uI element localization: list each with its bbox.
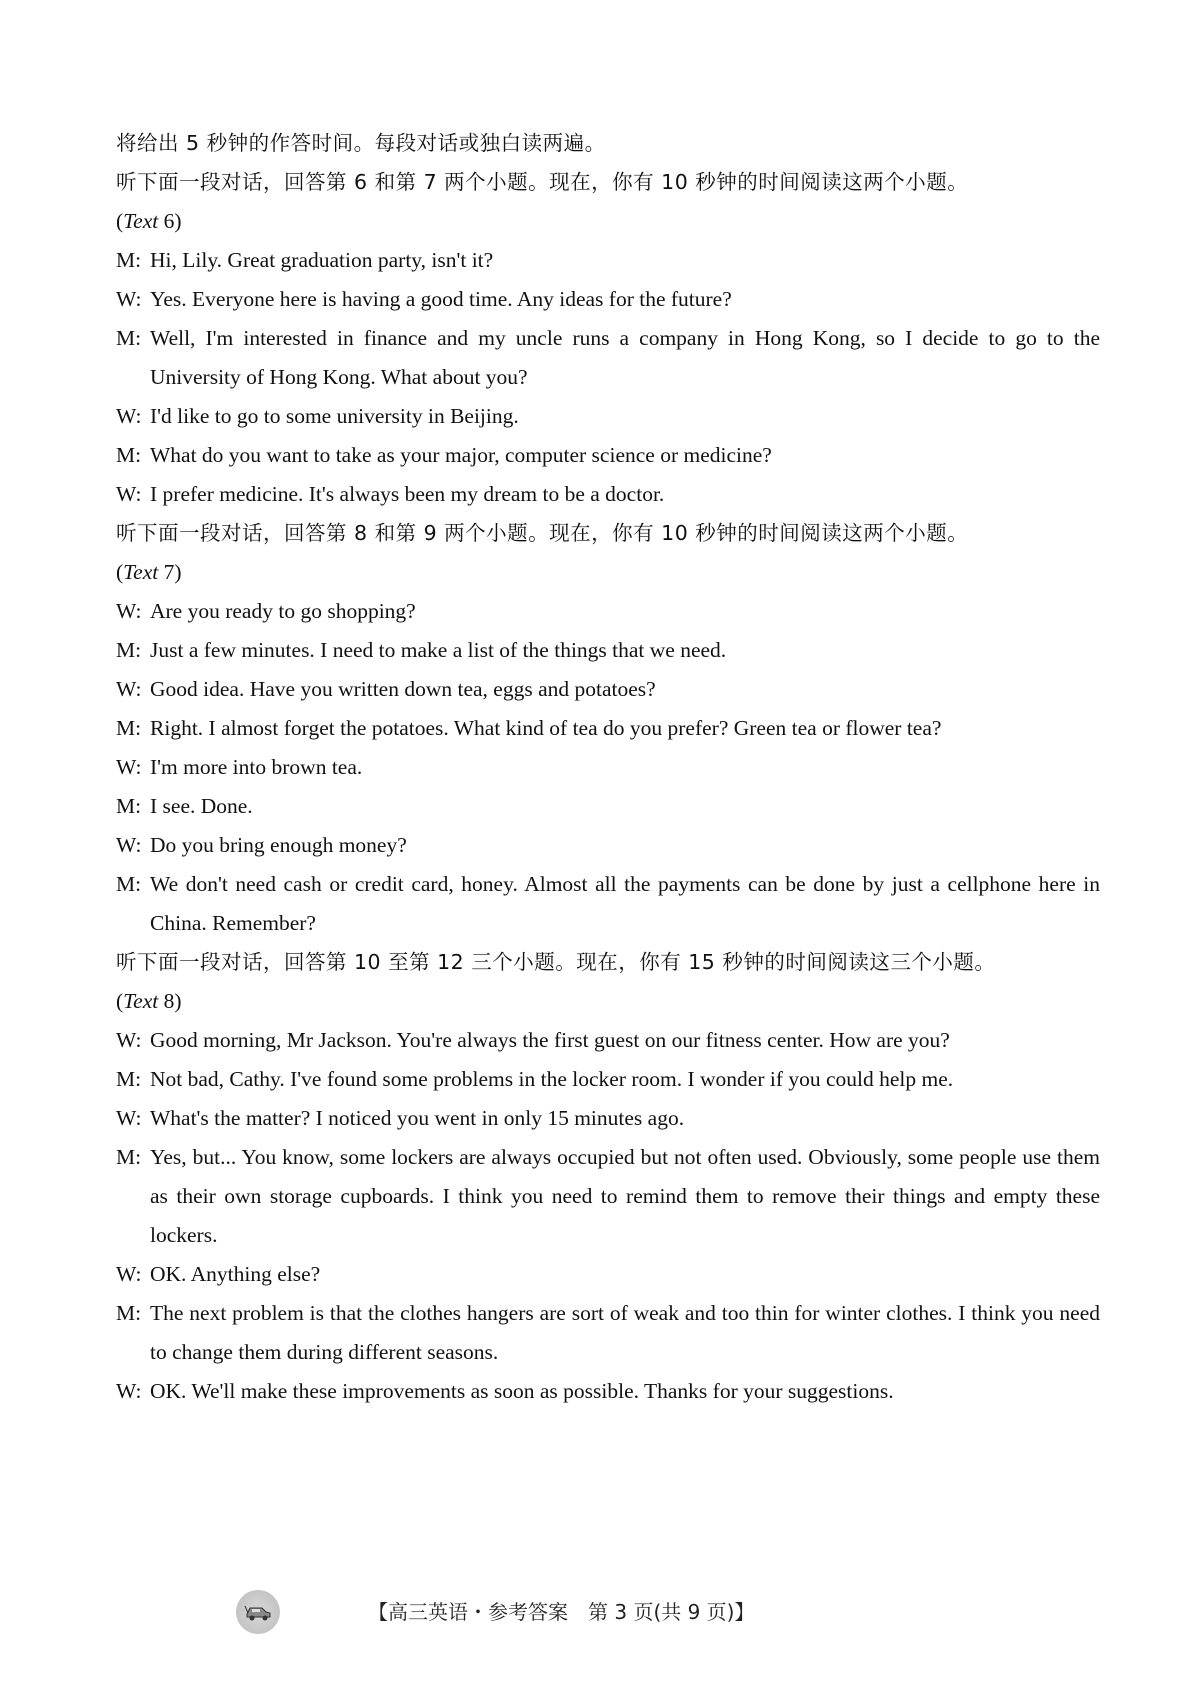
label-word: Text bbox=[123, 209, 159, 233]
instruction-line: 听下面一段对话，回答第 6 和第 7 两个小题。现在，你有 10 秒钟的时间阅读这两个小题。 bbox=[116, 170, 969, 194]
utterance: Just a few minutes. I need to make a list of the things that we need. bbox=[150, 638, 727, 662]
dialogue-line bbox=[116, 1099, 1100, 1138]
dialogue-line bbox=[116, 865, 1100, 943]
utterance: Good morning, Mr Jackson. You're always the first guest on our fitness center. How are you? bbox=[150, 1028, 950, 1052]
text-section-label bbox=[116, 982, 1100, 1021]
dialogue-line bbox=[116, 1294, 1100, 1372]
speaker: W: bbox=[116, 482, 142, 506]
dialogue-line bbox=[116, 631, 1100, 670]
speaker: M: bbox=[116, 443, 142, 467]
dialogue-line bbox=[116, 1255, 1100, 1294]
utterance: The next problem is that the clothes hangers are sort of weak and too thin for winter clothes. I think you need to change them during different seasons. bbox=[150, 1301, 1100, 1364]
instruction-line: 听下面一段对话，回答第 8 和第 9 两个小题。现在，你有 10 秒钟的时间阅读这两个小题。 bbox=[116, 521, 969, 545]
utterance: What's the matter? I noticed you went in only 15 minutes ago. bbox=[150, 1106, 685, 1130]
speaker: W: bbox=[116, 404, 142, 428]
speaker: W: bbox=[116, 599, 142, 623]
speaker: W: bbox=[116, 1106, 142, 1130]
speaker: M: bbox=[116, 794, 142, 818]
utterance: Yes, but... You know, some lockers are always occupied but not often used. Obviously, some people use them as their own storage cupboards. I think you need to remind them to remove their things and empty these lockers. bbox=[150, 1145, 1100, 1247]
speaker: W: bbox=[116, 287, 142, 311]
label-paren: ( bbox=[116, 209, 124, 233]
utterance: I prefer medicine. It's always been my dream to be a doctor. bbox=[150, 482, 665, 506]
utterance: We don't need cash or credit card, honey. Almost all the payments can be done by just a cellphone here in China. Remember? bbox=[150, 872, 1100, 935]
utterance: I'd like to go to some university in Beijing. bbox=[150, 404, 519, 428]
speaker: M: bbox=[116, 1301, 142, 1325]
speaker: M: bbox=[116, 872, 142, 896]
speaker: M: bbox=[116, 716, 142, 740]
utterance: Right. I almost forget the potatoes. What kind of tea do you prefer? Green tea or flower tea? bbox=[150, 716, 942, 740]
dialogue-line bbox=[116, 670, 1100, 709]
footer-page-info: 【高三英语・参考答案 第 3 页(共 9 页)】 bbox=[368, 1600, 755, 1624]
label-paren: ( bbox=[116, 560, 124, 584]
dialogue-line bbox=[116, 475, 1100, 514]
speaker: W: bbox=[116, 1262, 142, 1286]
utterance: Good idea. Have you written down tea, eggs and potatoes? bbox=[150, 677, 656, 701]
page-footer bbox=[0, 1590, 1200, 1630]
label-number: 8) bbox=[158, 989, 182, 1013]
speaker: W: bbox=[116, 1028, 142, 1052]
speaker: M: bbox=[116, 248, 142, 272]
dialogue-line bbox=[116, 826, 1100, 865]
label-number: 6) bbox=[158, 209, 182, 233]
label-word: Text bbox=[123, 989, 159, 1013]
dialogue-line bbox=[116, 1060, 1100, 1099]
utterance: I'm more into brown tea. bbox=[150, 755, 363, 779]
utterance: Do you bring enough money? bbox=[150, 833, 407, 857]
utterance: OK. We'll make these improvements as soon as possible. Thanks for your suggestions. bbox=[150, 1379, 894, 1403]
label-paren: ( bbox=[116, 989, 124, 1013]
document-body bbox=[116, 124, 1100, 1411]
speaker: W: bbox=[116, 755, 142, 779]
text-section-label bbox=[116, 202, 1100, 241]
dialogue-line bbox=[116, 1138, 1100, 1255]
speaker: W: bbox=[116, 677, 142, 701]
dialogue-line bbox=[116, 709, 1100, 748]
label-word: Text bbox=[123, 560, 159, 584]
utterance: Are you ready to go shopping? bbox=[150, 599, 416, 623]
speaker: M: bbox=[116, 326, 142, 350]
dialogue-line bbox=[116, 1021, 1100, 1060]
dialogue-line bbox=[116, 319, 1100, 397]
speaker: M: bbox=[116, 638, 142, 662]
label-number: 7) bbox=[158, 560, 182, 584]
utterance: Hi, Lily. Great graduation party, isn't it? bbox=[150, 248, 494, 272]
instruction-line: 听下面一段对话，回答第 10 至第 12 三个小题。现在，你有 15 秒钟的时间阅读这三个小题。 bbox=[116, 950, 996, 974]
utterance: OK. Anything else? bbox=[150, 1262, 321, 1286]
utterance: I see. Done. bbox=[150, 794, 253, 818]
dialogue-line bbox=[116, 241, 1100, 280]
dialogue-line bbox=[116, 280, 1100, 319]
utterance: What do you want to take as your major, computer science or medicine? bbox=[150, 443, 772, 467]
dialogue-line bbox=[116, 748, 1100, 787]
utterance: Not bad, Cathy. I've found some problems in the locker room. I wonder if you could help me. bbox=[150, 1067, 954, 1091]
utterance: Yes. Everyone here is having a good time. Any ideas for the future? bbox=[150, 287, 732, 311]
dialogue-line bbox=[116, 436, 1100, 475]
speaker: M: bbox=[116, 1145, 142, 1169]
instruction-line: 将给出 5 秒钟的作答时间。每段对话或独白读两遍。 bbox=[116, 131, 606, 155]
dialogue-line bbox=[116, 592, 1100, 631]
car-logo-icon bbox=[236, 1590, 280, 1634]
dialogue-line bbox=[116, 1372, 1100, 1411]
text-section-label bbox=[116, 553, 1100, 592]
dialogue-line bbox=[116, 787, 1100, 826]
dialogue-line bbox=[116, 397, 1100, 436]
speaker: W: bbox=[116, 833, 142, 857]
speaker: W: bbox=[116, 1379, 142, 1403]
speaker: M: bbox=[116, 1067, 142, 1091]
utterance: Well, I'm interested in finance and my uncle runs a company in Hong Kong, so I decide to go to the University of Hong Kong. What about you? bbox=[150, 326, 1100, 389]
